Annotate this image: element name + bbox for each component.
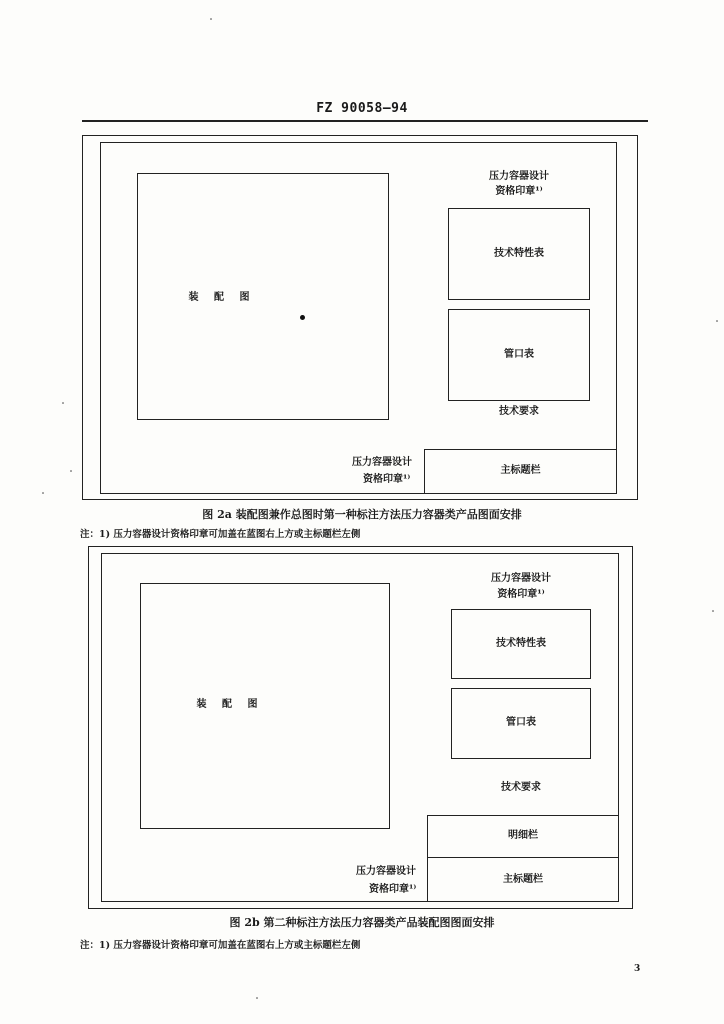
fig2b-seal-left-line1: 压力容器设计 (356, 866, 416, 877)
fig2a-seal-left-line2: 资格印章¹⁾ (363, 474, 411, 485)
scan-speck (42, 492, 44, 494)
fig2a-seal-top-line2: 资格印章¹⁾ (495, 186, 543, 197)
scan-speck (62, 402, 64, 404)
scan-speck (716, 320, 718, 322)
fig2b-seal-top-line1: 压力容器设计 (491, 573, 551, 584)
scan-speck (712, 610, 714, 612)
fig2b-tech-req-label: 技术要求 (501, 782, 541, 793)
fig2a-nozzle-table-label: 管口表 (504, 349, 534, 360)
fig2a-tech-req-label: 技术要求 (499, 406, 539, 417)
fig2b-note: 注：1) 压力容器设计资格印章可加盖在蓝图右上方或主标题栏左侧 (80, 940, 361, 951)
document-code: FZ 90058—94 (316, 101, 408, 116)
scan-speck (210, 18, 212, 20)
fig2a-title-block-label: 主标题栏 (500, 465, 541, 476)
fig2b-caption: 图 2b 第二种标注方法压力容器类产品装配图图面安排 (229, 916, 495, 929)
scan-speck (70, 470, 72, 472)
fig2a-note: 注：1) 压力容器设计资格印章可加盖在蓝图右上方或主标题栏左侧 (80, 529, 361, 540)
fig2b-title-block-label: 主标题栏 (503, 874, 543, 885)
fig2b-seal-top-line2: 资格印章¹⁾ (497, 589, 545, 600)
fig2b-parts-list-label: 明细栏 (508, 830, 538, 841)
header-rule (82, 120, 648, 122)
fig2b-nozzle-table-label: 管口表 (506, 717, 536, 728)
fig2b-seal-left-line2: 资格印章¹⁾ (369, 884, 417, 895)
page-number: 3 (634, 964, 641, 974)
fig2b-tech-table-label: 技术特性表 (496, 638, 546, 649)
fig2a-seal-top-line1: 压力容器设计 (489, 171, 549, 182)
fig2a-tech-table-label: 技术特性表 (494, 248, 544, 259)
fig2b-assembly-label: 装 配 图 (196, 699, 264, 710)
fig2a-assembly-label: 装 配 图 (188, 292, 256, 303)
fig2a-mark-dot (300, 315, 305, 320)
fig2a-caption: 图 2a 装配图兼作总图时第一种标注方法压力容器类产品图面安排 (202, 508, 522, 521)
fig2a-seal-left-line1: 压力容器设计 (352, 457, 412, 468)
scan-speck (256, 997, 258, 999)
